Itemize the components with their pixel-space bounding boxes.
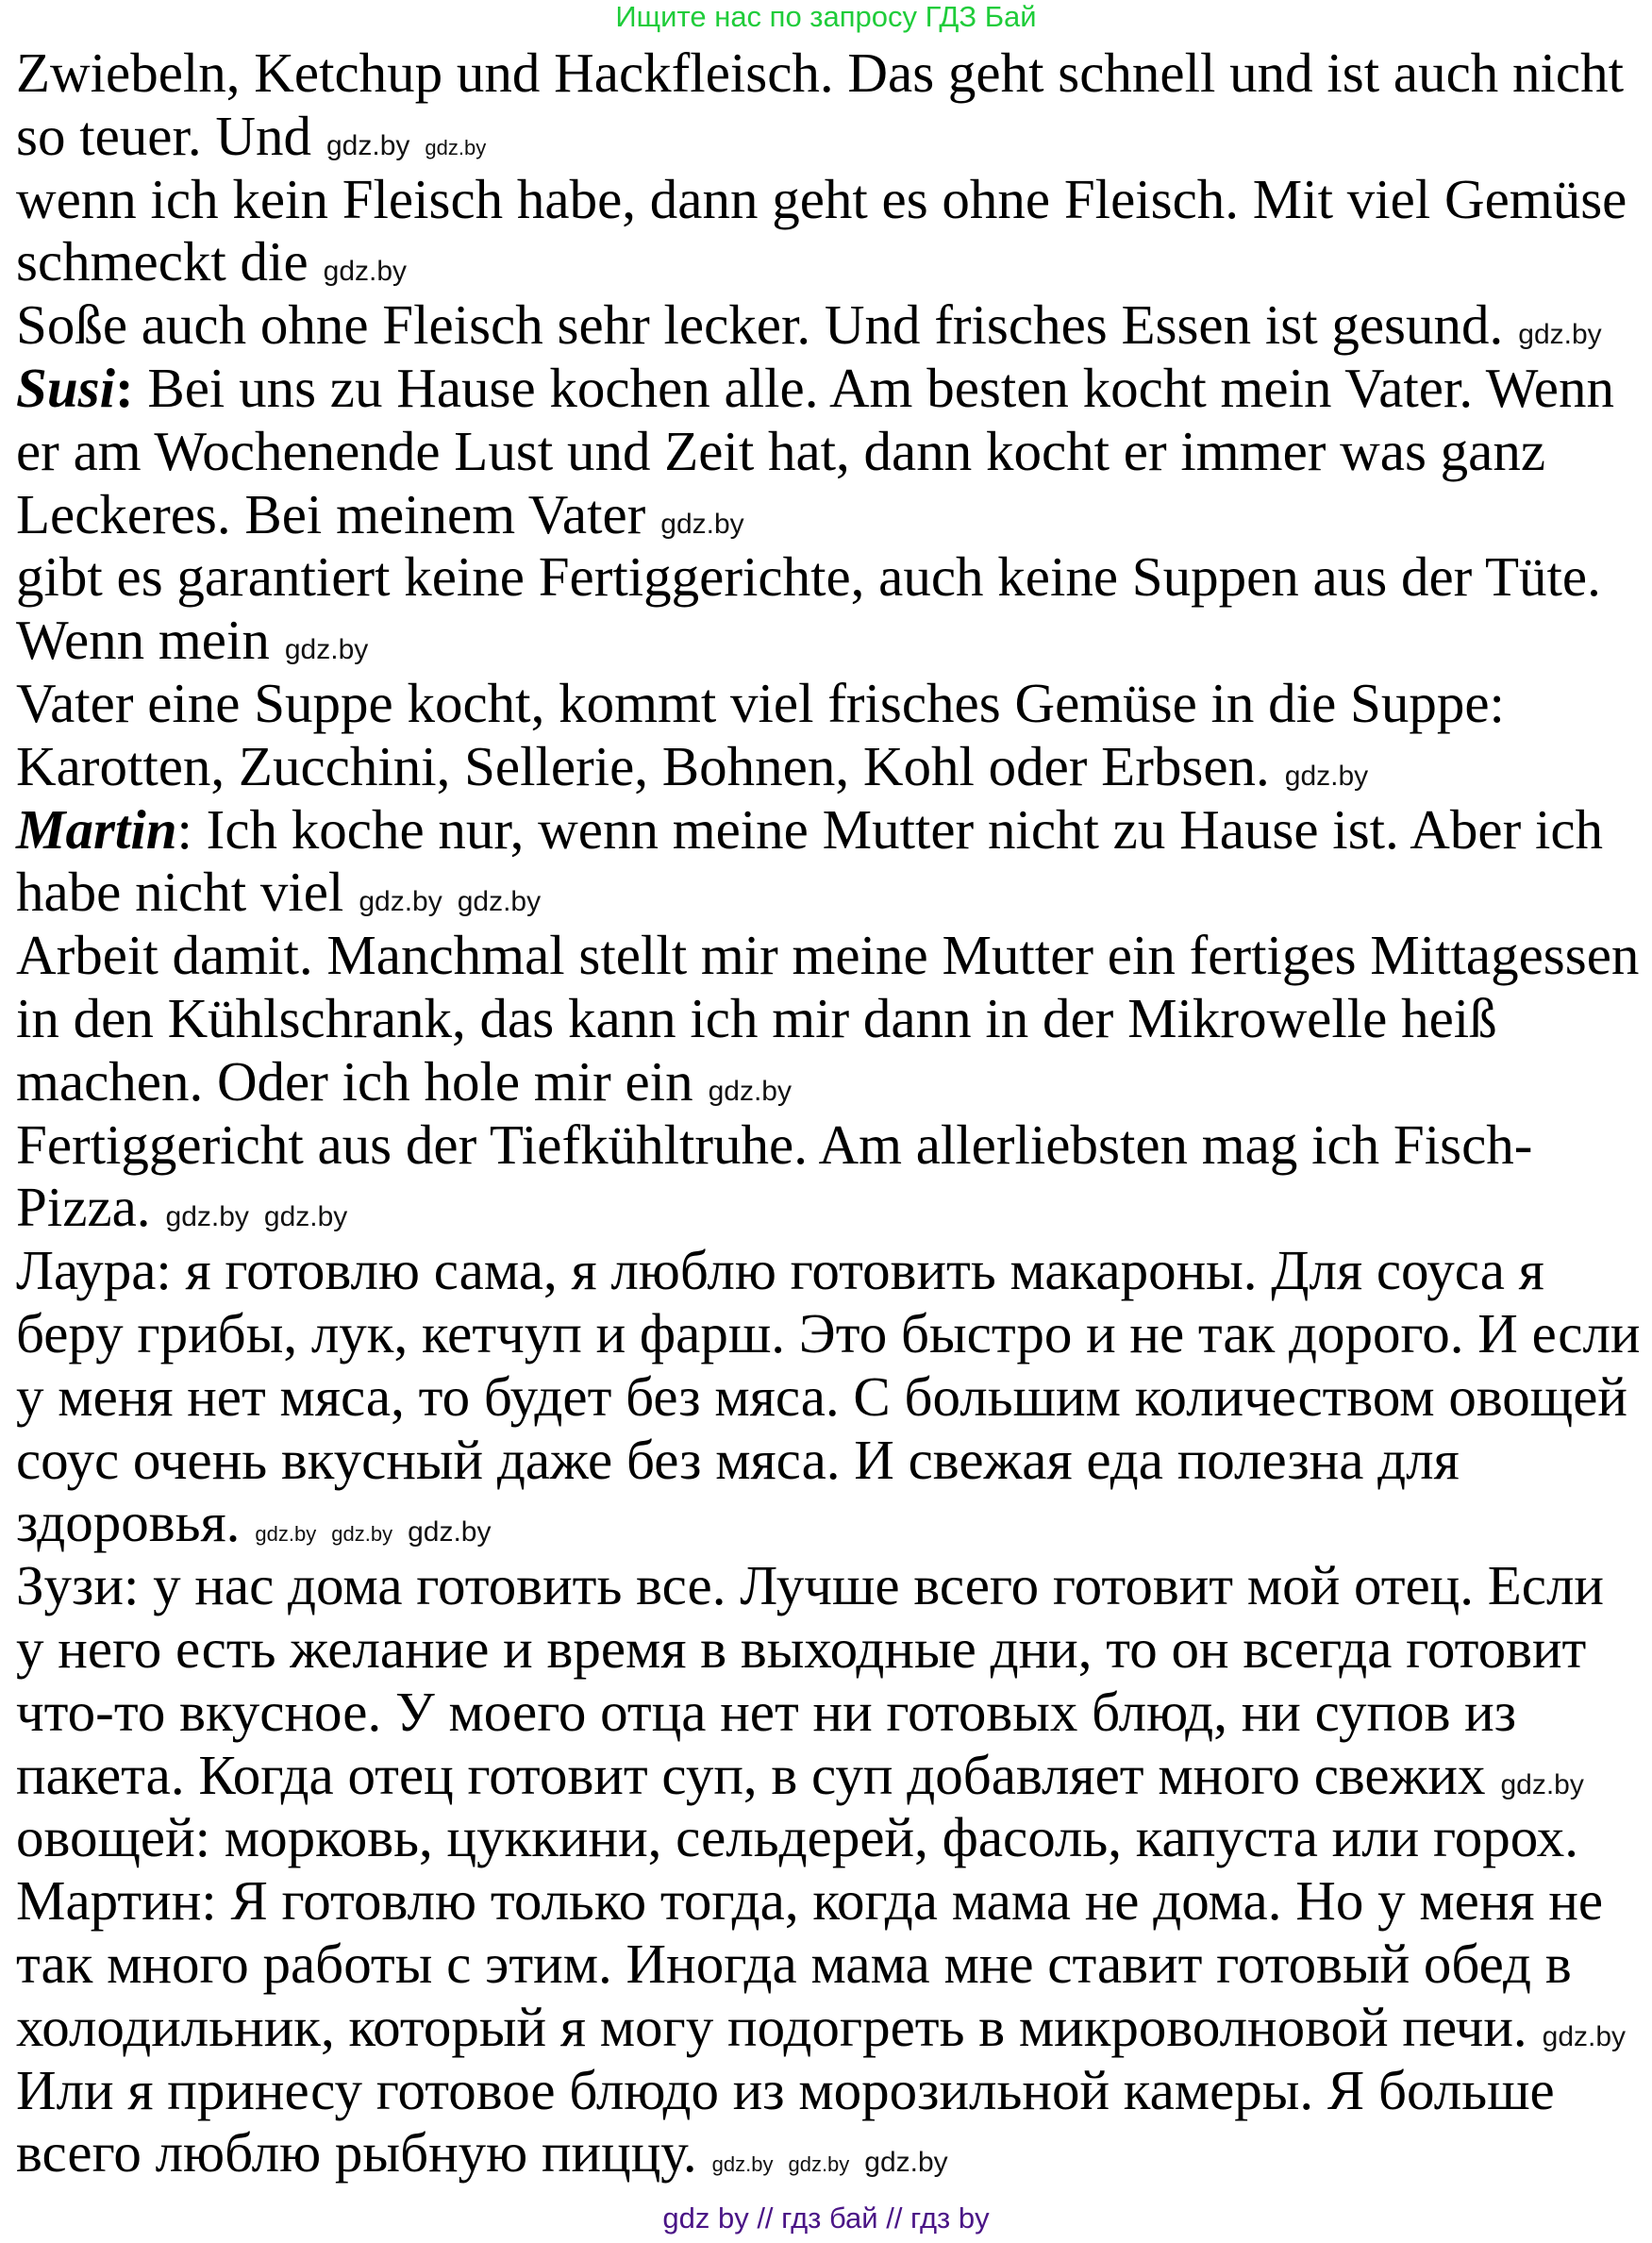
line-text: беру грибы, лук, кетчуп и фарш. Это быстро и не так дорого. И если <box>16 1301 1641 1364</box>
line-text: so teuer. Und <box>16 104 311 167</box>
watermark: gdz.by <box>323 256 408 288</box>
text-line <box>16 1429 1460 1492</box>
text-line <box>16 1744 1584 1807</box>
watermark: gdz.by <box>788 2152 850 2177</box>
line-text: Zwiebeln, Ketchup und Hackfleisch. Das geht schnell und ist auch nicht <box>16 42 1624 104</box>
watermark: gdz.by <box>255 1522 317 1547</box>
watermark: gdz.by <box>263 1201 348 1233</box>
text-line <box>16 1933 1572 1996</box>
document-text <box>16 42 1641 2184</box>
text-line <box>16 1554 1604 1617</box>
text-line <box>16 168 1627 231</box>
watermark: gdz.by <box>711 2152 774 2177</box>
line-text: habe nicht viel <box>16 861 344 924</box>
line-text: Pizza. <box>16 1176 151 1239</box>
text-line <box>16 987 1497 1050</box>
watermark: gdz.by <box>425 135 487 159</box>
text-line <box>16 357 1614 420</box>
line-text: Karotten, Zucchini, Sellerie, Bohnen, Kohl oder Erbsen. <box>16 734 1270 797</box>
watermark: gdz.by <box>1284 760 1369 792</box>
line-text: gibt es garantiert keine Fertiggerichte, auch keine Suppen aus der Tüte. <box>16 545 1601 609</box>
speaker-text: : Ich koche nur, wenn meine Mutter nicht zu Hause ist. Aber ich <box>176 797 1604 861</box>
line-text: er am Wochenende Lust und Zeit hat, dann kocht er immer was ganz <box>16 419 1546 482</box>
line-text: у него есть желание и время в выходные дни, то он всегда готовит <box>16 1616 1587 1680</box>
search-hint-banner: Ищите нас по запросу ГДЗ Бай <box>615 0 1037 33</box>
line-text: что-то вкусное. У моего отца нет ни готовых блюд, ни супов из <box>16 1680 1517 1743</box>
text-line <box>16 609 368 672</box>
line-text: in den Kühlschrank, das kann ich mir dann in der Mikrowelle heiß <box>16 986 1497 1049</box>
text-line <box>16 1176 347 1239</box>
watermark: gdz.by <box>408 1516 492 1548</box>
line-text: так много работы с этим. Иногда мама мне ставит готовый обед в <box>16 1932 1572 1995</box>
text-line <box>16 924 1639 987</box>
line-text: wenn ich kein Fleisch habe, dann geht es ohne Fleisch. Mit viel Gemüse <box>16 167 1627 230</box>
text-line <box>16 105 486 168</box>
watermark: gdz.by <box>325 129 410 161</box>
text-line <box>16 1113 1532 1177</box>
watermark: gdz.by <box>457 886 542 918</box>
line-text: Leckeres. Bei meinem Vater <box>16 482 646 545</box>
text-line <box>16 861 541 924</box>
text-line <box>16 1491 491 1554</box>
text-line <box>16 230 407 293</box>
text-line <box>16 1996 1626 2059</box>
text-line <box>16 2059 1555 2122</box>
line-text: Soße auch ohne Fleisch sehr lecker. Und frisches Essen ist gesund. <box>16 293 1504 357</box>
watermark: gdz.by <box>284 634 369 666</box>
text-line <box>16 420 1545 483</box>
watermark: gdz.by <box>708 1075 792 1107</box>
watermark: gdz.by <box>864 2147 948 2179</box>
text-line <box>16 42 1624 105</box>
line-text: Или я принесу готовое блюдо из морозильной камеры. Я больше <box>16 2058 1555 2121</box>
line-text: Fertiggericht aus der Tiefkühltruhe. Am allerliebsten mag ich Fisch- <box>16 1113 1533 1176</box>
watermark: gdz.by <box>359 886 442 918</box>
line-text: schmeckt die <box>16 230 309 293</box>
line-text: здоровья. <box>16 1491 241 1554</box>
text-line <box>16 483 744 546</box>
text-line <box>16 545 1601 609</box>
text-line <box>16 1050 792 1113</box>
text-line <box>16 1365 1627 1429</box>
text-line <box>16 293 1602 357</box>
line-text: всего люблю рыбную пиццу. <box>16 2121 697 2184</box>
watermark: gdz.by <box>1500 1768 1584 1800</box>
text-line <box>16 1806 1578 1869</box>
line-text: Мартин: Я готовлю только тогда, когда мама не дома. Но у меня не <box>16 1869 1604 1933</box>
text-line <box>16 1617 1586 1681</box>
watermark: gdz.by <box>660 508 744 540</box>
line-text: овощей: морковь, цуккини, сельдерей, фасоль, капуста или горох. <box>16 1806 1579 1869</box>
text-line <box>16 798 1603 862</box>
speaker-name: Susi <box>16 356 115 419</box>
speaker-colon: : <box>114 356 134 419</box>
watermark: gdz.by <box>1542 2020 1627 2052</box>
line-text: machen. Oder ich hole mir ein <box>16 1049 693 1113</box>
line-text: Arbeit damit. Manchmal stellt mir meine Mutter ein fertiges Mittagessen <box>16 924 1640 987</box>
line-text: Зузи: у нас дома готовить все. Лучше всего готовит мой отец. Если <box>16 1554 1604 1617</box>
watermark: gdz.by <box>165 1201 249 1233</box>
watermark: gdz.by <box>331 1522 393 1547</box>
line-text: пакета. Когда отец готовит суп, в суп добавляет много свежих <box>16 1743 1486 1806</box>
text-line <box>16 2121 948 2184</box>
watermark: gdz.by <box>1518 319 1602 351</box>
text-line <box>16 672 1505 735</box>
speaker-name: Martin <box>16 797 177 861</box>
line-text: Vater eine Suppe kocht, kommt viel frisches Gemüse in die Suppe: <box>16 671 1505 734</box>
text-line <box>16 1681 1516 1744</box>
text-line <box>16 1239 1544 1302</box>
line-text: Wenn mein <box>16 609 270 672</box>
footer-links[interactable]: gdz by // гдз бай // гдз by <box>662 2201 990 2235</box>
line-text: Лаура: я готовлю сама, я люблю готовить макароны. Для соуса я <box>16 1239 1544 1302</box>
line-text: соус очень вкусный даже без мяса. И свежая еда полезна для <box>16 1428 1460 1491</box>
text-line <box>16 1302 1641 1365</box>
line-text: у меня нет мяса, то будет без мяса. С большим количеством овощей <box>16 1364 1627 1428</box>
line-text: холодильник, который я могу подогреть в микроволновой печи. <box>16 1995 1527 2058</box>
text-line <box>16 735 1368 798</box>
text-line <box>16 1869 1603 1933</box>
speaker-text: Bei uns zu Hause kochen alle. Am besten kocht mein Vater. Wenn <box>133 356 1614 419</box>
